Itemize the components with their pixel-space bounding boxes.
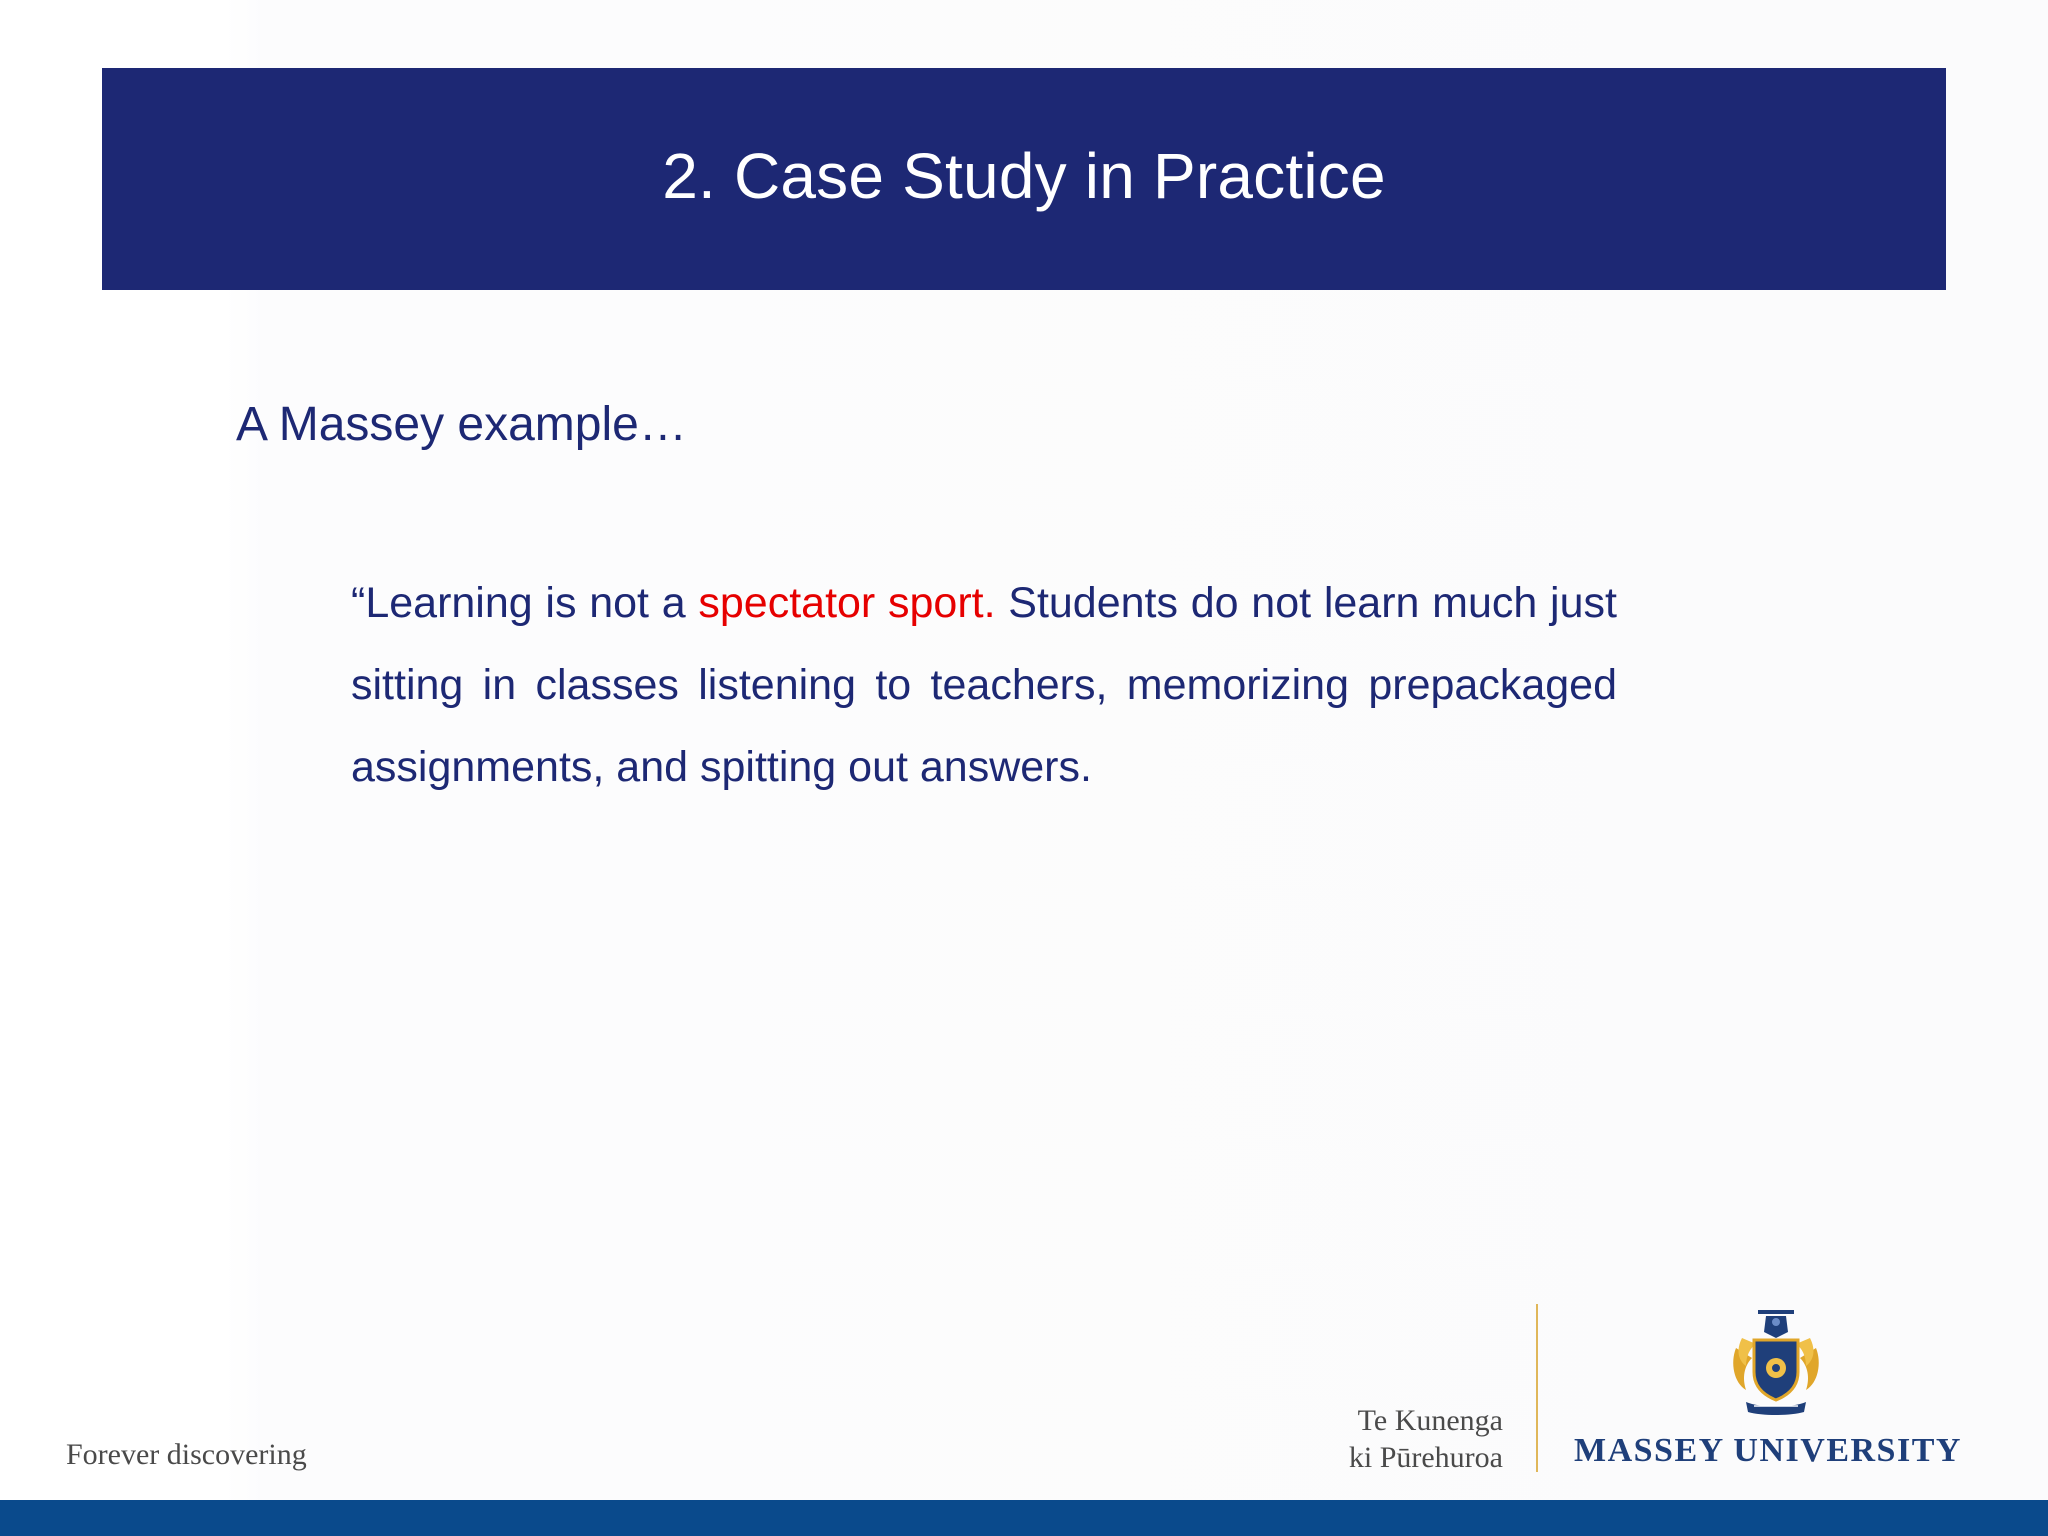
quote-text-start: “Learning is not a: [351, 579, 699, 627]
quote-paragraph: [351, 562, 1617, 808]
footer-divider: [1536, 1304, 1538, 1472]
quote-highlight: spectator sport.: [698, 579, 996, 627]
footer-tagline: Forever discovering: [66, 1438, 307, 1471]
maori-name-line-2: ki Pūrehuroa: [1348, 1441, 1503, 1474]
quote-text-end: Students do not learn much just sitting in classes listening to teachers, memorizing prepackaged assignments, and spitting out answers.: [351, 579, 1617, 791]
slide-title: 2. Case Study in Practice: [662, 140, 1386, 212]
maori-name-line-1: Te Kunenga: [1357, 1404, 1503, 1437]
bottom-bar: [0, 1500, 2048, 1536]
title-banner: [102, 68, 1946, 290]
university-crest-icon: [1728, 1308, 1824, 1418]
maori-university-name: [1300, 1402, 1503, 1476]
university-name: MASSEY UNIVERSITY: [1574, 1432, 1962, 1469]
subheading: A Massey example…: [236, 398, 687, 451]
